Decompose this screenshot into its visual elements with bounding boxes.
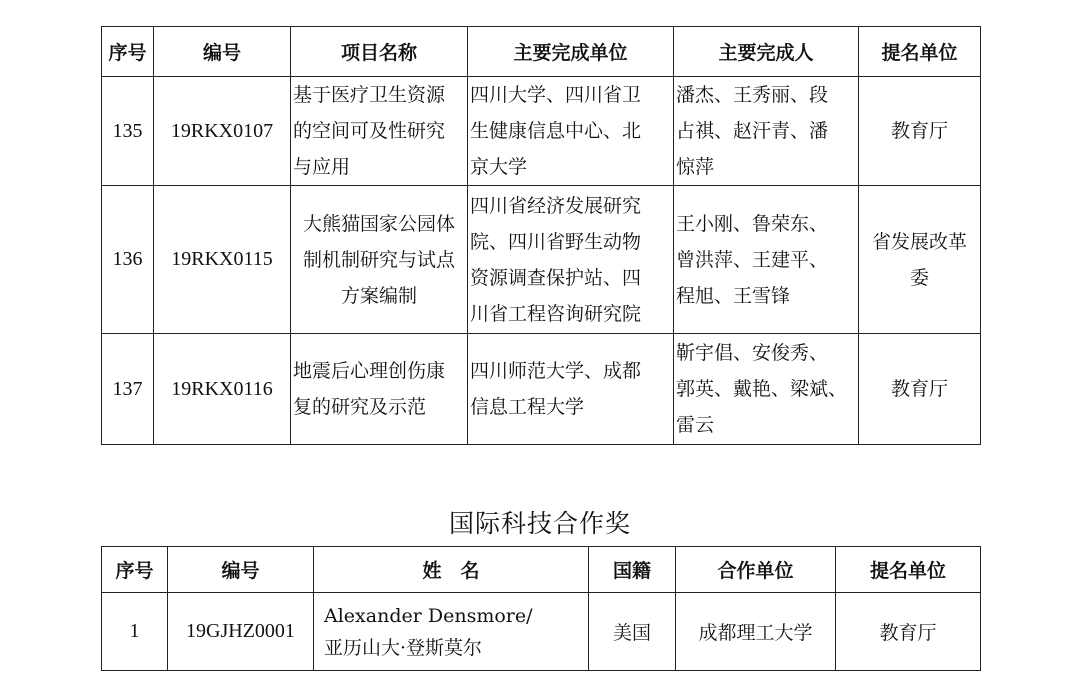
header-cell: 主要完成单位: [468, 27, 674, 77]
nominator-cell: [859, 186, 981, 334]
text-line: 基于医疗卫生资源: [293, 84, 446, 106]
text-line: 院、四川省野生动物: [470, 230, 642, 253]
text-line: 亚历山大·登斯莫尔: [324, 636, 483, 659]
text-line: 委: [909, 266, 929, 289]
person-name-cell: [314, 593, 589, 671]
text-line: 四川大学、四川省卫: [470, 84, 642, 106]
table-row: [102, 334, 981, 445]
section-title: 国际科技合作奖: [448, 509, 631, 538]
text-line: 京大学: [470, 156, 528, 178]
header-cell: 序号: [102, 27, 154, 77]
nominator-cell: [859, 77, 981, 186]
partner-unit-cell: 成都理工大学: [676, 593, 836, 671]
row-code: 19RKX0116: [154, 334, 291, 445]
text-line: 雷云: [676, 414, 715, 436]
table-header-row: [102, 27, 981, 77]
project-name-cell: [291, 186, 468, 334]
header-cell: 合作单位: [676, 547, 836, 593]
text-line: 占祺、赵汗青、潘: [676, 120, 829, 142]
text-line: 潘杰、王秀丽、段: [676, 84, 829, 106]
text-line: 省发展改革: [871, 230, 967, 253]
nationality-cell: 美国: [589, 593, 676, 671]
persons-cell: [674, 77, 859, 186]
text-line: 与应用: [293, 156, 351, 178]
text-line: 教育厅: [890, 378, 948, 400]
units-cell: [468, 77, 674, 186]
table-row: [102, 77, 981, 186]
text-line: 生健康信息中心、北: [470, 120, 642, 142]
persons-cell: [674, 334, 859, 445]
header-cell: 序号: [102, 547, 168, 593]
text-line: 方案编制: [340, 284, 417, 307]
nominator-cell: [859, 334, 981, 445]
header-cell: 项目名称: [291, 27, 468, 77]
text-line: 复的研究及示范: [293, 396, 427, 418]
row-code: 19RKX0115: [154, 186, 291, 334]
header-cell: 提名单位: [859, 27, 981, 77]
header-cell: 编号: [168, 547, 314, 593]
text-line: 曾洪萍、王建平、: [676, 248, 829, 271]
text-line: 郭英、戴艳、梁斌、: [676, 378, 848, 400]
header-cell: 姓 名: [314, 547, 589, 593]
table-row: [102, 593, 981, 671]
text-line: 信息工程大学: [470, 396, 585, 418]
header-cell: 主要完成人: [674, 27, 859, 77]
text-line: 川省工程咨询研究院: [470, 302, 642, 325]
row-number: 137: [102, 334, 154, 445]
row-number: 1: [102, 593, 168, 671]
project-name-cell: [291, 334, 468, 445]
text-line: 惊萍: [676, 156, 715, 178]
text-line: 大熊猫国家公园体: [302, 212, 455, 235]
text-line: 教育厅: [890, 120, 948, 142]
text-line: 四川师范大学、成都: [470, 360, 642, 382]
table-header-row: [102, 547, 981, 593]
international-award-table: [101, 546, 981, 671]
nominator-cell: 教育厅: [836, 593, 981, 671]
table-row: [102, 186, 981, 334]
text-line: Alexander Densmore/: [324, 604, 533, 627]
text-line: 王小刚、鲁荣东、: [676, 212, 829, 235]
row-code: 19GJHZ0001: [168, 593, 314, 671]
award-list-table: [101, 26, 981, 445]
text-line: 的空间可及性研究: [293, 120, 446, 142]
row-number: 135: [102, 77, 154, 186]
text-line: 程旭、王雪锋: [676, 284, 791, 307]
text-line: 制机制研究与试点: [302, 248, 455, 271]
units-cell: [468, 186, 674, 334]
header-cell: 编号: [154, 27, 291, 77]
row-code: 19RKX0107: [154, 77, 291, 186]
persons-cell: [674, 186, 859, 334]
project-name-cell: [291, 77, 468, 186]
text-line: 靳宇倡、安俊秀、: [676, 342, 829, 364]
text-line: 四川省经济发展研究: [470, 194, 642, 217]
row-number: 136: [102, 186, 154, 334]
header-cell: 提名单位: [836, 547, 981, 593]
text-line: 资源调查保护站、四: [470, 266, 642, 289]
header-cell: 国籍: [589, 547, 676, 593]
units-cell: [468, 334, 674, 445]
text-line: 地震后心理创伤康: [293, 360, 446, 382]
